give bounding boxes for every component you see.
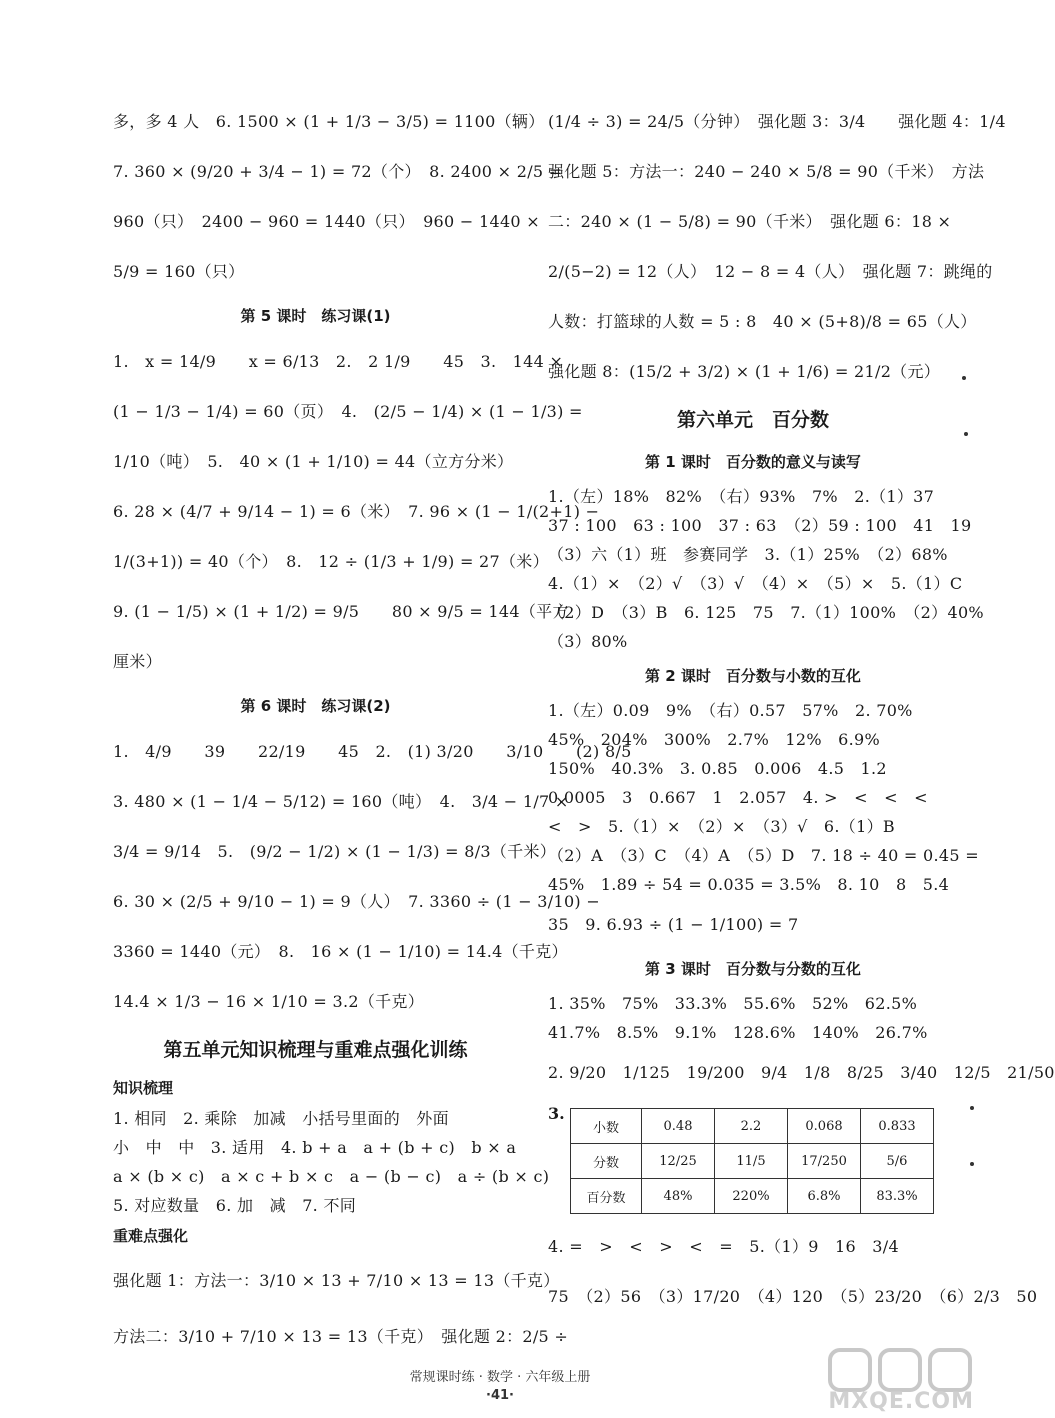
answer-line: 45% 1.89 ÷ 54 = 0.035 = 3.5% 8. 10 8 5.4: [548, 875, 950, 894]
table-row: [571, 1144, 934, 1179]
answer-line: 45% 204% 300% 2.7% 12% 6.9%: [548, 730, 881, 749]
answer-line: 37 : 100 63 : 100 37 : 63 （2）59 : 100 41 19: [548, 516, 972, 535]
answer-line: 强化题 5：方法一：240 − 240 × 5/8 = 90（千米） 方法: [548, 161, 985, 181]
table-cell: 83.3%: [861, 1179, 934, 1214]
answer-line: 0.0005 3 0.667 1 2.057 4. > < < <: [548, 788, 928, 807]
lesson-heading: 第 2 课时 百分数与小数的互化: [645, 666, 861, 685]
table-cell: 48%: [642, 1179, 715, 1214]
answer-line: < > 5.（1）× （2）× （3）√ 6.（1）B: [548, 817, 895, 836]
table-row-header: 百分数: [571, 1179, 642, 1214]
lesson-heading: 第 5 课时 练习课(1): [240, 306, 391, 325]
section-subheading: 重难点强化: [113, 1226, 189, 1245]
table-cell: 5/6: [861, 1144, 934, 1179]
answer-line: 35 9. 6.93 ÷ (1 − 1/100) = 7: [548, 914, 799, 934]
answer-line: （3）80%: [548, 632, 628, 651]
table-cell: 2.2: [715, 1109, 788, 1144]
table-cell: 0.833: [861, 1109, 934, 1144]
answer-line: 14.4 × 1/3 − 16 × 1/10 = 3.2（千克）: [113, 991, 425, 1011]
answer-line: 1/(3+1)) = 40（个） 8. 12 ÷ (1/3 + 1/9) = 27（米）: [113, 551, 549, 571]
table-cell: 11/5: [715, 1144, 788, 1179]
table-cell: 0.48: [642, 1109, 715, 1144]
lesson-heading: 第 3 课时 百分数与分数的互化: [645, 959, 861, 978]
answer-line: (1 − 1/3 − 1/4) = 60（页） 4. (2/5 − 1/4) × (1 − 1/3) =: [113, 401, 583, 421]
margin-dot: [970, 1162, 974, 1166]
lesson-heading: 第 1 课时 百分数的意义与读写: [645, 452, 861, 471]
margin-dot: [970, 1106, 974, 1110]
answer-line: 强化题 1：方法一：3/10 × 13 + 7/10 × 13 = 13（千克）: [113, 1270, 560, 1290]
answer-line: 150% 40.3% 3. 0.85 0.006 4.5 1.2: [548, 759, 887, 778]
answer-line: 1. 相同 2. 乘除 加减 小括号里面的 外面: [113, 1109, 449, 1128]
table-cell: 6.8%: [788, 1179, 861, 1214]
answer-line: 3/4 = 9/14 5. (9/2 − 1/2) × (1 − 1/3) = 8/3（千米）: [113, 841, 557, 861]
answer-line: 2. 9/20 1/125 19/200 9/4 1/8 8/25 3/40 12/5 21/50: [548, 1062, 1055, 1082]
answer-line: 1. x = 14/9 x = 6/13 2. 2 1/9 45 3. 144 ×: [113, 351, 564, 371]
answer-line: 75 （2）56 （3）17/20 （4）120 （5）23/20 （6）2/3 50: [548, 1286, 1038, 1306]
margin-dot: [962, 376, 966, 380]
answer-line: 厘米）: [113, 651, 162, 671]
conversion-table: [570, 1108, 934, 1214]
answer-line: 1.（左）0.09 9% （右）0.57 57% 2. 70%: [548, 701, 913, 720]
answer-line: 方法二：3/10 + 7/10 × 13 = 13（千克） 强化题 2：2/5 ÷: [113, 1326, 569, 1346]
table-row: [571, 1179, 934, 1214]
answer-line: 9. (1 − 1/5) × (1 + 1/2) = 9/5 80 × 9/5 = 144（平方: [113, 601, 569, 621]
answer-line: 1. 35% 75% 33.3% 55.6% 52% 62.5%: [548, 994, 918, 1013]
answer-line: a × (b × c) a × c + b × c a − (b − c) a ÷ (b × c): [113, 1167, 550, 1186]
footer-book-title: 常规课时练 · 数学 · 六年级上册: [409, 1370, 591, 1385]
table-cell: 17/250: [788, 1144, 861, 1179]
answer-line: 人数：打篮球的人数 = 5 : 8 40 × (5+8)/8 = 65（人）: [548, 311, 977, 331]
answer-line: 5/9 = 160（只）: [113, 261, 245, 281]
answer-line: 6. 30 × (2/5 + 9/10 − 1) = 9（人） 7. 3360 ÷ (1 − 3/10) −: [113, 891, 601, 911]
footer-page-number: ·41·: [486, 1388, 514, 1403]
table-cell: 220%: [715, 1179, 788, 1214]
answer-line: 2/(5−2) = 12（人） 12 − 8 = 4（人） 强化题 7：跳绳的: [548, 261, 993, 281]
answer-line: （2）D （3）B 6. 125 75 7.（1）100% （2）40%: [548, 603, 984, 622]
answer-line: 6. 28 × (4/7 + 9/14 − 1) = 6（米） 7. 96 × (1 − 1/(2+1) −: [113, 501, 600, 521]
table-cell: 12/25: [642, 1144, 715, 1179]
answer-line: 3. 480 × (1 − 1/4 − 5/12) = 160（吨） 4. 3/4 − 1/7 ×: [113, 791, 569, 811]
answer-line: 3360 = 1440（元） 8. 16 × (1 − 1/10) = 14.4（千克）: [113, 941, 568, 961]
table-cell: 0.068: [788, 1109, 861, 1144]
table-row-header: 分数: [571, 1144, 642, 1179]
answer-line: 1/10（吨） 5. 40 × (1 + 1/10) = 44（立方分米）: [113, 451, 514, 471]
answer-line: 4. = > < > < = 5.（1）9 16 3/4: [548, 1236, 899, 1256]
unit-title: 第五单元知识梳理与重难点强化训练: [163, 1038, 468, 1061]
answer-line: 41.7% 8.5% 9.1% 128.6% 140% 26.7%: [548, 1023, 928, 1042]
answer-line: 强化题 8：(15/2 + 3/2) × (1 + 1/6) = 21/2（元）: [548, 361, 941, 381]
watermark-url: MXQE.COM: [828, 1389, 974, 1414]
conversion-table-block: [548, 1102, 958, 1214]
answer-line: 二：240 × (1 − 5/8) = 90（千米） 强化题 6：18 ×: [548, 211, 952, 231]
answer-line: 960（只） 2400 − 960 = 1440（只） 960 − 1440 ×: [113, 211, 540, 231]
answer-line: 小 中 中 3. 适用 4. b + a a + (b + c) b × a: [113, 1138, 517, 1157]
section-subheading: 知识梳理: [113, 1078, 174, 1097]
answer-line: 1. 4/9 39 22/19 45 2. (1) 3/20 3/10 (2) 8/5: [113, 741, 632, 761]
margin-dot: [964, 432, 968, 436]
question-number: 3.: [548, 1104, 565, 1123]
answer-line: （2）A （3）C （4）A （5）D 7. 18 ÷ 40 = 0.45 =: [548, 846, 979, 865]
answer-line: 1.（左）18% 82% （右）93% 7% 2.（1）37: [548, 487, 935, 506]
answer-line: 多，多 4 人 6. 1500 × (1 + 1/3 − 3/5) = 1100（辆）: [113, 111, 545, 131]
answer-line: 7. 360 × (9/20 + 3/4 − 1) = 72（个） 8. 2400 × 2/5 =: [113, 161, 563, 181]
answer-line: (1/4 ÷ 3) = 24/5（分钟） 强化题 3：3/4 强化题 4：1/4: [548, 111, 1006, 131]
unit-title: 第六单元 百分数: [676, 408, 829, 431]
right-column: [548, 95, 1055, 1320]
answer-line: 5. 对应数量 6. 加 减 7. 不同: [113, 1196, 357, 1215]
table-row: [571, 1109, 934, 1144]
answer-line: （3）六（1）班 参赛同学 3.（1）25% （2）68%: [548, 545, 948, 564]
lesson-heading: 第 6 课时 练习课(2): [240, 696, 391, 715]
table-row-header: 小数: [571, 1109, 642, 1144]
answer-line: 4.（1）× （2）√ （3）√ （4）× （5）× 5.（1）C: [548, 574, 963, 593]
